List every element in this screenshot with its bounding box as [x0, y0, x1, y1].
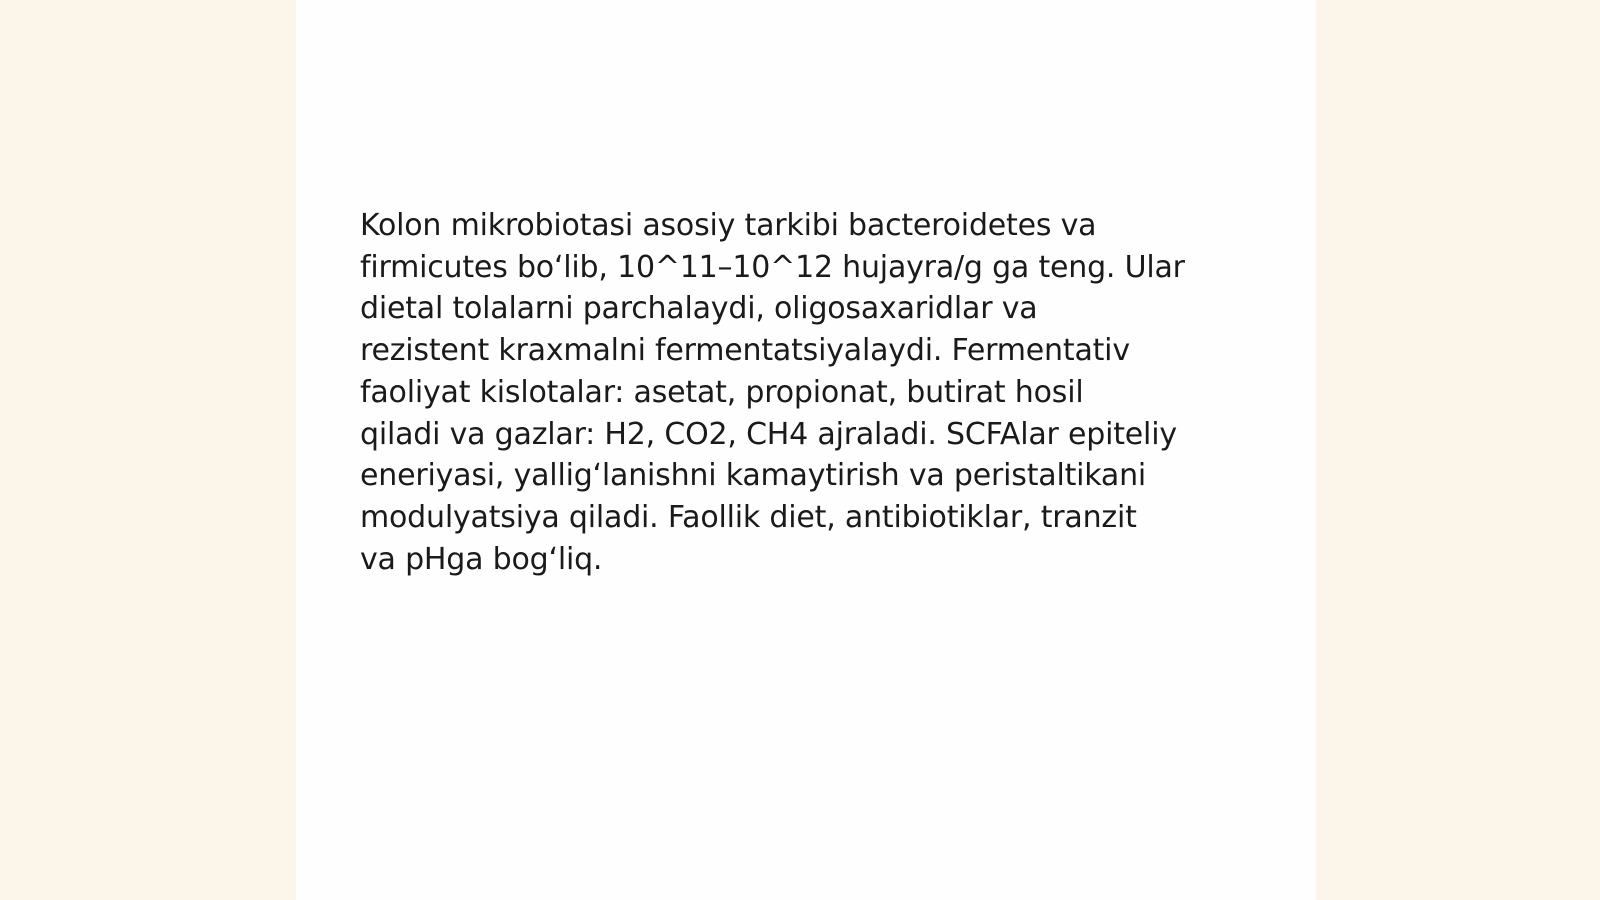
slide-panel — [296, 0, 1316, 900]
body-paragraph: Kolon mikrobiotasi asosiy tarkibi bacteroidetes va firmicutes bo‘lib, 10^11–10^12 hujayra/g ga teng. Ular dietal tolalarni parchalaydi, oligosaxaridlar va rezistent kraxmalni fermentatsiyalaydi. Fermentativ faoliyat kislotalar: asetat, propionat, butirat hosil qiladi va gazlar: H2, CO2, CH4 ajraladi. SCFAlar epiteliy eneriyasi, yallig‘lanishni kamaytirish va peristaltikani modulyatsiya qiladi. Faollik diet, antibiotiklar, tranzit va pHga bog‘liq. — [360, 208, 1185, 577]
